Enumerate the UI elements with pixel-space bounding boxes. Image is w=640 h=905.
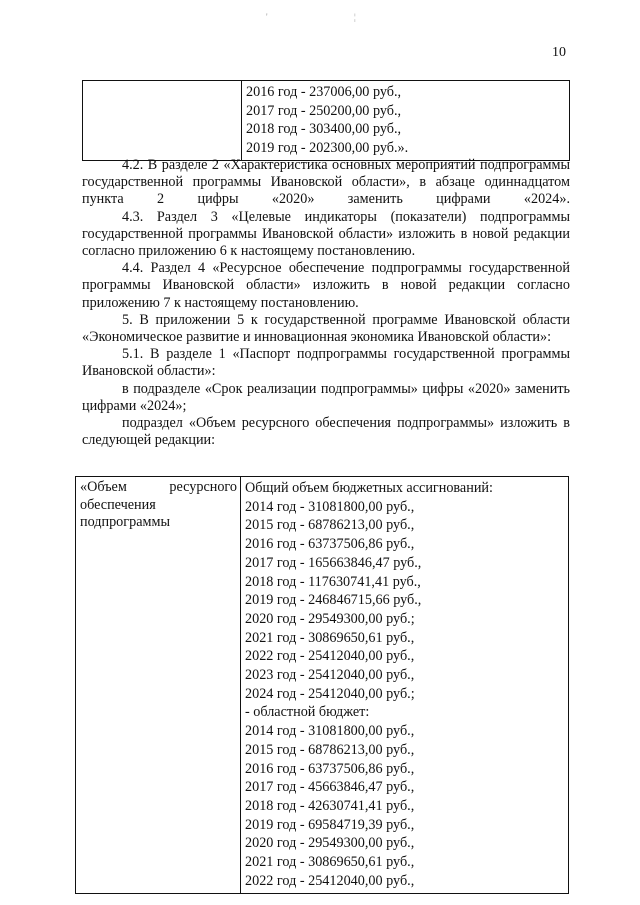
regional-budget-line: 2016 год - 63737506,86 руб., [245, 760, 415, 777]
regional-budget-line: 2015 год - 68786213,00 руб., [245, 741, 415, 758]
regional-budget-line: 2021 год - 30869650,61 руб., [245, 854, 415, 871]
resource-table-label-cell [76, 477, 241, 894]
continued-table-left-cell [83, 81, 242, 161]
regional-budget-line: 2014 год - 31081800,00 руб., [245, 723, 415, 740]
scan-artifact: ¦ [354, 12, 356, 22]
budget-line: 2018 год - 117630741,41 руб., [245, 573, 421, 590]
budget-line: 2019 год - 246846715,66 руб., [245, 592, 422, 609]
regional-budget-heading: - областной бюджет: [245, 704, 370, 721]
resource-table [75, 476, 569, 894]
budget-line: 2024 год - 25412040,00 руб.; [245, 685, 415, 702]
regional-budget-line: 2022 год - 25412040,00 руб., [245, 872, 415, 889]
budget-line: 2016 год - 63737506,86 руб., [245, 536, 415, 553]
paragraph-4-4: 4.4. Раздел 4 «Ресурсное обеспечение подпрограммы государственной программы Ивановской области» изложить в новой редакции согласно приложению 7 к настоящему постановлению. [82, 260, 570, 311]
body-text [82, 157, 570, 449]
funding-line: 2016 год - 237006,00 руб., [246, 84, 402, 100]
resource-table-values-cell [241, 477, 569, 894]
budget-line: 2014 год - 31081800,00 руб., [245, 498, 415, 515]
resource-table-label: «Объем ресурсного обеспечения подпрограммы [80, 479, 237, 530]
paragraph-5-1: 5.1. В разделе 1 «Паспорт подпрограммы государственной программы Ивановской области»: [82, 346, 570, 380]
paragraph-5: 5. В приложении 5 к государственной программе Ивановской области «Экономическое развитие и инновационная экономика Ивановской области»: [82, 311, 570, 346]
budget-heading: Общий объем бюджетных ассигнований: [245, 480, 493, 496]
paragraph-subsection-term: в подразделе «Срок реализации подпрограммы» цифры «2020» заменить цифрами «2024»; [82, 380, 570, 414]
continued-table [82, 80, 570, 161]
funding-line: 2019 год - 202300,00 руб.». [246, 139, 409, 156]
regional-budget-line: 2019 год - 69584719,39 руб., [245, 816, 415, 833]
page-number: 10 [552, 45, 566, 60]
budget-line: 2020 год - 29549300,00 руб.; [245, 610, 415, 627]
scan-artifact: ' [266, 12, 268, 22]
funding-line: 2017 год - 250200,00 руб., [246, 102, 402, 119]
regional-budget-line: 2018 год - 42630741,41 руб., [245, 797, 415, 814]
regional-budget-line: 2017 год - 45663846,47 руб., [245, 779, 415, 796]
paragraph-4-3: 4.3. Раздел 3 «Целевые индикаторы (показатели) подпрограммы государственной программы Ивановской области» изложить в новой редакции согласно приложению 6 к настоящему постановлению. [82, 208, 570, 260]
budget-line: 2015 год - 68786213,00 руб., [245, 517, 415, 534]
budget-line: 2023 год - 25412040,00 руб., [245, 667, 415, 684]
funding-line: 2018 год - 303400,00 руб., [246, 121, 402, 137]
paragraph-4-2: 4.2. В разделе 2 «Характеристика основных мероприятий подпрограммы государственной программы Ивановской области», в абзаце одиннадцатом пункта 2 цифры «2020» заменить цифрами «2024». [82, 157, 570, 208]
continued-table-right-cell [242, 81, 570, 161]
budget-line: 2022 год - 25412040,00 руб., [245, 648, 415, 665]
regional-budget-line: 2020 год - 29549300,00 руб., [245, 835, 415, 852]
budget-line: 2021 год - 30869650,61 руб., [245, 629, 415, 646]
budget-line: 2017 год - 165663846,47 руб., [245, 554, 422, 571]
paragraph-subsection-volume: подраздел «Объем ресурсного обеспечения подпрограммы» изложить в следующей редакции: [82, 415, 570, 449]
